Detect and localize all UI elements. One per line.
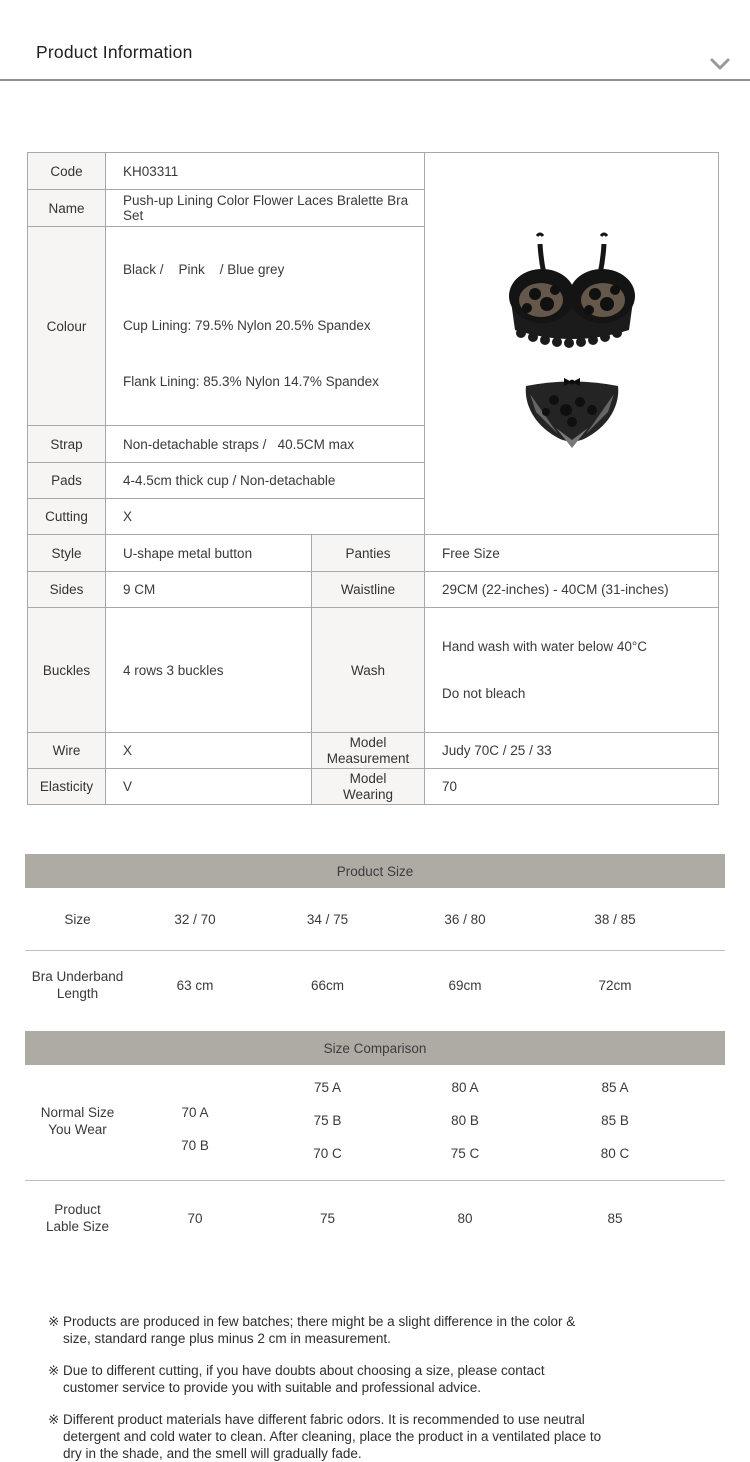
spec-table xyxy=(27,152,719,805)
code-value: KH03311 xyxy=(106,153,425,190)
table-row xyxy=(28,769,719,805)
label-size-value: 85 xyxy=(607,1210,623,1226)
chevron-down-icon[interactable] xyxy=(709,55,731,73)
cutting-value: X xyxy=(106,499,425,535)
sides-label: Sides xyxy=(28,572,106,608)
size-comparison-section xyxy=(25,1031,725,1255)
pads-value: 4-4.5cm thick cup / Non-detachable xyxy=(106,463,425,499)
note-item xyxy=(48,1411,608,1462)
panties-value: Free Size xyxy=(425,535,719,572)
spec-table-section xyxy=(27,152,750,805)
label-size-row xyxy=(25,1181,725,1255)
strap-label: Strap xyxy=(28,426,106,463)
bra-set-illustration xyxy=(457,216,687,468)
table-row xyxy=(28,153,719,190)
notes-section xyxy=(48,1313,608,1462)
product-information-header[interactable] xyxy=(0,0,750,81)
normal-size-col-1: 70 A 70 B xyxy=(181,1104,209,1153)
product-size-title: Product Size xyxy=(336,863,414,879)
size-row-label: Size xyxy=(64,911,91,927)
wire-value: X xyxy=(106,733,312,769)
elasticity-label: Elasticity xyxy=(28,769,106,805)
normal-size-row xyxy=(25,1065,725,1180)
reference-mark-icon: ※ xyxy=(48,1412,60,1427)
underband-value: 69cm xyxy=(448,977,482,993)
note-text: Due to different cutting, if you have doubts about choosing a size, please contact customer service to provide you with suitable and professional advice. xyxy=(63,1363,545,1395)
note-text: Different product materials have different fabric odors. It is recommended to use neutral detergent and cold water to clean. After cleaning, place the product in a ventilated place to dry in the shade, and the smell will gradually fade. xyxy=(63,1412,602,1461)
label-size-label: Product Lable Size xyxy=(45,1202,110,1234)
product-size-bar xyxy=(25,854,725,888)
label-size-value: 75 xyxy=(319,1210,336,1226)
code-label: Code xyxy=(28,153,106,190)
sides-value: 9 CM xyxy=(106,572,312,608)
normal-size-label: Normal Size You Wear xyxy=(40,1104,115,1137)
product-photo xyxy=(425,153,719,535)
wash-label: Wash xyxy=(312,608,425,733)
waistline-label: Waistline xyxy=(312,572,425,608)
underband-label: Bra Underband Length xyxy=(31,969,124,1001)
colour-line-2: Cup Lining: 79.5% Nylon 20.5% Spandex xyxy=(123,318,371,333)
model-measurement-value: Judy 70C / 25 / 33 xyxy=(425,733,719,769)
size-value: 34 / 75 xyxy=(306,911,349,927)
model-wearing-label: Model Wearing xyxy=(312,769,425,805)
elasticity-value: V xyxy=(106,769,312,805)
normal-size-col-2: 75 A 75 B 70 C xyxy=(313,1080,342,1161)
colour-label: Colour xyxy=(28,227,106,426)
underband-value: 66cm xyxy=(310,977,344,993)
label-size-value: 70 xyxy=(187,1210,203,1226)
table-row xyxy=(28,733,719,769)
size-comparison-bar xyxy=(25,1031,725,1065)
size-value: 36 / 80 xyxy=(444,911,486,927)
normal-size-col-3: 80 A 80 B 75 C xyxy=(450,1080,480,1161)
buckles-value: 4 rows 3 buckles xyxy=(106,608,312,733)
style-value: U-shape metal button xyxy=(106,535,312,572)
colour-value xyxy=(106,227,425,426)
reference-mark-icon: ※ xyxy=(48,1363,60,1378)
model-wearing-value: 70 xyxy=(425,769,719,805)
size-comparison-title: Size Comparison xyxy=(323,1040,427,1056)
label-size-value: 80 xyxy=(457,1210,473,1226)
table-row xyxy=(28,572,719,608)
colour-line-3: Flank Lining: 85.3% Nylon 14.7% Spandex xyxy=(123,374,379,389)
underband-value: 72cm xyxy=(598,977,632,993)
name-label: Name xyxy=(28,190,106,227)
page-title: Product Information xyxy=(36,42,193,62)
style-label: Style xyxy=(28,535,106,572)
note-item xyxy=(48,1313,608,1347)
wash-line-1: Hand wash with water below 40°C xyxy=(442,639,648,654)
table-row xyxy=(28,535,719,572)
buckles-label: Buckles xyxy=(28,608,106,733)
name-value: Push-up Lining Color Flower Laces Bralette Bra Set xyxy=(106,190,425,227)
wire-label: Wire xyxy=(28,733,106,769)
strap-value: Non-detachable straps / 40.5CM max xyxy=(106,426,425,463)
size-value: 32 / 70 xyxy=(174,911,216,927)
product-size-section xyxy=(25,854,725,1019)
normal-size-col-4: 85 A 85 B 80 C xyxy=(600,1080,630,1161)
size-row xyxy=(25,888,725,950)
wash-line-2: Do not bleach xyxy=(442,686,526,701)
pads-label: Pads xyxy=(28,463,106,499)
waistline-value: 29CM (22-inches) - 40CM (31-inches) xyxy=(425,572,719,608)
model-measurement-label: Model Measurement xyxy=(312,733,425,769)
note-text: Products are produced in few batches; there might be a slight difference in the color & size, standard range plus minus 2 cm in measurement. xyxy=(63,1314,576,1346)
size-value: 38 / 85 xyxy=(594,911,636,927)
wash-value xyxy=(425,608,719,733)
cutting-label: Cutting xyxy=(28,499,106,535)
underband-row xyxy=(25,951,725,1019)
panties-label: Panties xyxy=(312,535,425,572)
table-row xyxy=(28,608,719,733)
underband-value: 63 cm xyxy=(176,977,214,993)
note-item xyxy=(48,1362,608,1396)
reference-mark-icon: ※ xyxy=(48,1314,60,1329)
colour-line-1: Black / Pink / Blue grey xyxy=(123,262,285,277)
